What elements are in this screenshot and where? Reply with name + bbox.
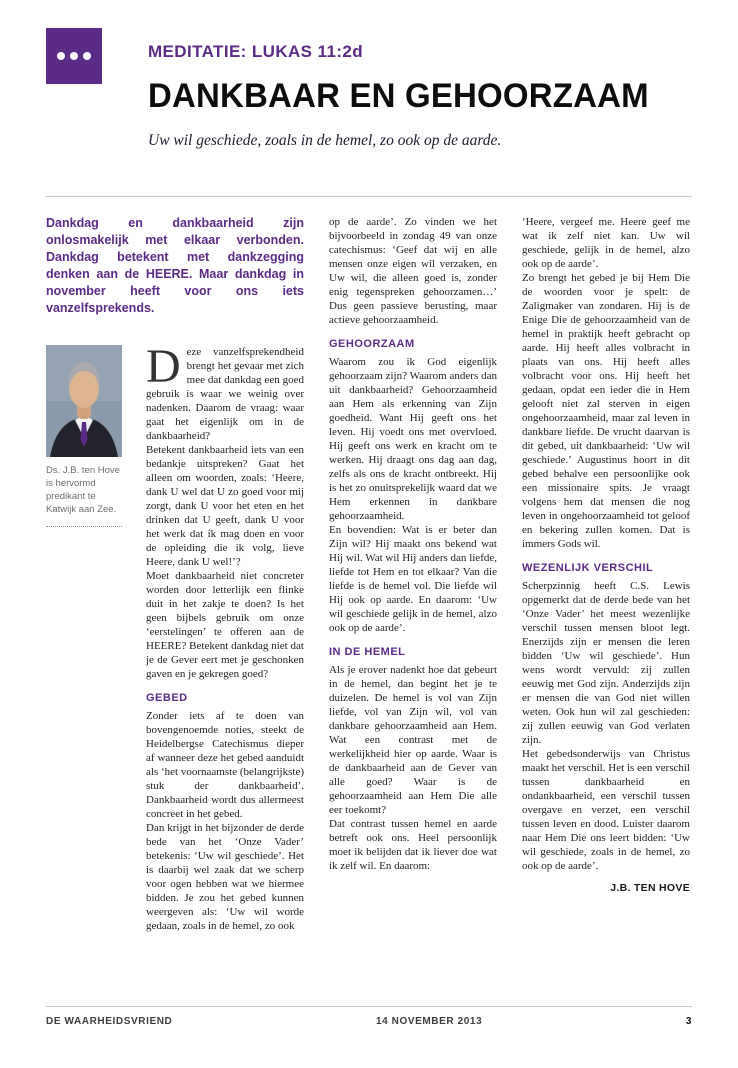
paragraph: Moet dankbaarheid niet concreter worden door letterlijk een flinke duit in het zakje te doen? Is het geen bijbels gebruik om onze ‘eerstelingen’ te offeren aan de HEERE? Betekent dankdag niet dat je de Gever eert met je geschonken gaven en je gekregen goed?	[146, 570, 304, 680]
paragraph: Scherpzinnig heeft C.S. Lewis opgemerkt dat de derde bede van het ‘Onze Vader’ het meest wezenlijke verschil tussen mensen bloot legt. Enerzijds zijn er mensen die leren bidden ‘Uw wil geschiede’. Hun wens wordt vervuld: zij zullen eeuwig met God zijn. Anderzijds zijn er mensen die van God niet willen weten. Ook hun wil zal geschieden: zij zullen eeuwig van God verlaten zijn.	[522, 580, 690, 746]
paragraph: Dat contrast tussen hemel en aarde betreft ook ons. Heel persoonlijk moet ik belijden dat ik liever doe wat ik zelf wil. En daarom:	[329, 818, 497, 872]
header-divider	[46, 196, 692, 197]
ellipsis-dots-icon	[57, 52, 91, 60]
author-byline: J.B. TEN HOVE	[610, 882, 690, 894]
article-column-2	[329, 215, 497, 1004]
photo-caption: Ds. J.B. ten Hove is hervormd predikant te Katwijk aan Zee.	[46, 464, 122, 527]
paragraph: Als je erover nadenkt hoe dat gebeurt in de hemel, dan begint het je te duizelen. De hemel is vol van Zijn liefde, vol van Zijn wil, vol van dankbare gehoorzaamheid aan Hem. Wat een contrast met de werkelijkheid hier op aarde. Waar is de dankbaarheid aan de Gever van alle goed? Waar is de gehoorzaamheid aan Hem Die alle eer toekomt?	[329, 664, 497, 816]
publication-logo	[46, 28, 102, 84]
section-heading-wezenlijk-verschil: WEZENLIJK VERSCHIL	[522, 562, 654, 574]
page-header	[46, 28, 692, 150]
footer-date: 14 NOVEMBER 2013	[375, 1016, 483, 1027]
paragraph: op de aarde’. Zo vinden we het bijvoorbeeld in zondag 49 van onze catechismus: ‘Geef dat wij en alle mensen onze eigen wil verzaken, en Uw wil, die alleen goed is, zonder enig tegenspreken gehoorzamen…’ Dus geen passieve berusting, maar actieve gehoorzaamheid.	[329, 216, 497, 326]
section-heading-gehoorzaam: GEHOORZAAM	[329, 338, 415, 350]
left-region	[46, 215, 304, 1004]
header-text-block	[148, 28, 664, 150]
paragraph: Dan krijgt in het bijzonder de derde bede van het ‘Onze Vader’ betekenis: ‘Uw wil geschiede’. Het is daarbij wel zaak dat we scherp voor ogen hebben wat we hiermee bidden. Je zou het gebed kunnen weergeven als: ‘Uw wil worde gedaan, zoals in de hemel, zo ook	[146, 822, 304, 932]
article-kicker: MEDITATIE: LUKAS 11:2d	[148, 42, 364, 61]
section-heading-gebed: GEBED	[146, 692, 188, 704]
paragraph: Het gebedsonderwijs van Christus maakt het verschil. Het is een verschil tussen dankbaarheid en ondankbaarheid, een verschil tussen overgave en verzet, een verschil tussen leven en dood. Luister daarom naar Hem Die ons leert bidden: ‘Uw wil geschiede, zoals in de hemel, zo ook op de aarde’.	[522, 748, 690, 872]
footer-page-number: 3	[685, 1016, 692, 1027]
author-portrait-photo	[46, 345, 122, 457]
footer-publication-name: DE WAARHEIDSVRIEND	[46, 1016, 173, 1027]
article-title: DANKBAAR EN GEHOORZAAM	[148, 77, 649, 115]
article-body	[46, 215, 692, 1004]
paragraph: Waarom zou ik God eigenlijk gehoorzaam zijn? Waarom anders dan uit dankbaarheid? Gehoorzaamheid aan Hem als erkenning van Zijn goedheid. Want Hij geeft ons het leven. Hij voedt ons met overvloed. Hij geeft ons werk en kracht om te werken. Hij draagt ons dag aan dag, zelfs als ons de kracht ontbreekt. Hij is het zo onuitsprekelijk waard dat we Hem erkennen in dankbare gehoorzaamheid.	[329, 356, 497, 522]
paragraph: ‘Heere, vergeef me. Heere geef me wat ik zelf niet kan. Uw wil geschiede, gelijk in de hemel, alzo ook op de aarde’.	[522, 216, 690, 270]
paragraph: En bovendien: Wat is er beter dan Zijn wil? Hij maakt ons bekend wat Hij wil. Wat wil Hij anders dan liefde, liefde tot Hem en tot elkaar? Van die liefde is de hemel vol. Die liefde wil Hij ook op aarde. En daarom: ‘Uw wil geschiede gelijk in de hemel, alzo ook op de aarde’.	[329, 524, 497, 634]
paragraph: Zo brengt het gebed je bij Hem Die de woorden voor je spelt: de Zaligmaker van zondaren. Hij is de Enige Die de gehoorzaamheid van de hemel in praktijk heeft gebracht op aarde. Hij heeft alles volbracht in plaats van ons. Hij heeft alles volbracht voor ons. Hij heeft het gedaan, opdat een ieder die in Hem gelooft niet zal sterven in eigen ongehoorzaamheid, maar zal leven in dankbare liefde. De vrucht daarvan is dit gebed, uit dankbaarheid: ‘Uw wil geschiede.’ Augustinus hoort in dit gebed behalve een persoonlijke ook een missionaire spits. Je vraagt volgens hem dat mensen die nog leven in ongehoorzaamheid tot geloof en bekering zullen komen. Dat is immers Gods wil.	[522, 272, 690, 550]
author-rail	[46, 345, 122, 933]
paragraph: Zonder iets af te doen van bovengenoemde noties, steekt de Heidelbergse Catechismus dieper af wanneer deze het gebed aanduidt als ‘het voornaamste (belangrijkste) stuk der dankbaarheid’. Dankbaarheid wordt dus allermeest concreet in het gebed.	[146, 710, 304, 820]
section-heading-in-de-hemel: IN DE HEMEL	[329, 646, 406, 658]
paragraph: Betekent dankbaarheid iets van een bedankje uitspreken? Gaat het alleen om woorden, zoals: ‘Heere, dank U wel dat U zo goed voor mij zorgt, dank U voor het eten en het drinken dat U geeft, dank U voor het werk dat ik mag doen en voor de opleiding die ik volg, lieve Heere, dank U wel!’?	[146, 444, 304, 568]
article-column-3	[522, 215, 690, 1004]
lead-paragraph: Deze vanzelfsprekendheid brengt het gevaar met zich mee dat dankdag een goed gebruik is waar we weinig over nadenken. Daarom de vraag: waar gaat het eigenlijk om in de dankbaarheid?	[146, 340, 304, 442]
intro-paragraph: Dankdag en dankbaarheid zijn onlosmakelijk met elkaar verbonden. Dankdag betekent met dankzegging denken aan de HEERE. Maar dankdag in november heeft voor ons iets vanzelfsprekends.	[46, 216, 304, 315]
left-row	[46, 340, 304, 933]
page-footer	[46, 1006, 692, 1027]
article-column-1	[146, 340, 304, 933]
article-subtitle: Uw wil geschiede, zoals in de hemel, zo ook op de aarde.	[148, 132, 502, 149]
